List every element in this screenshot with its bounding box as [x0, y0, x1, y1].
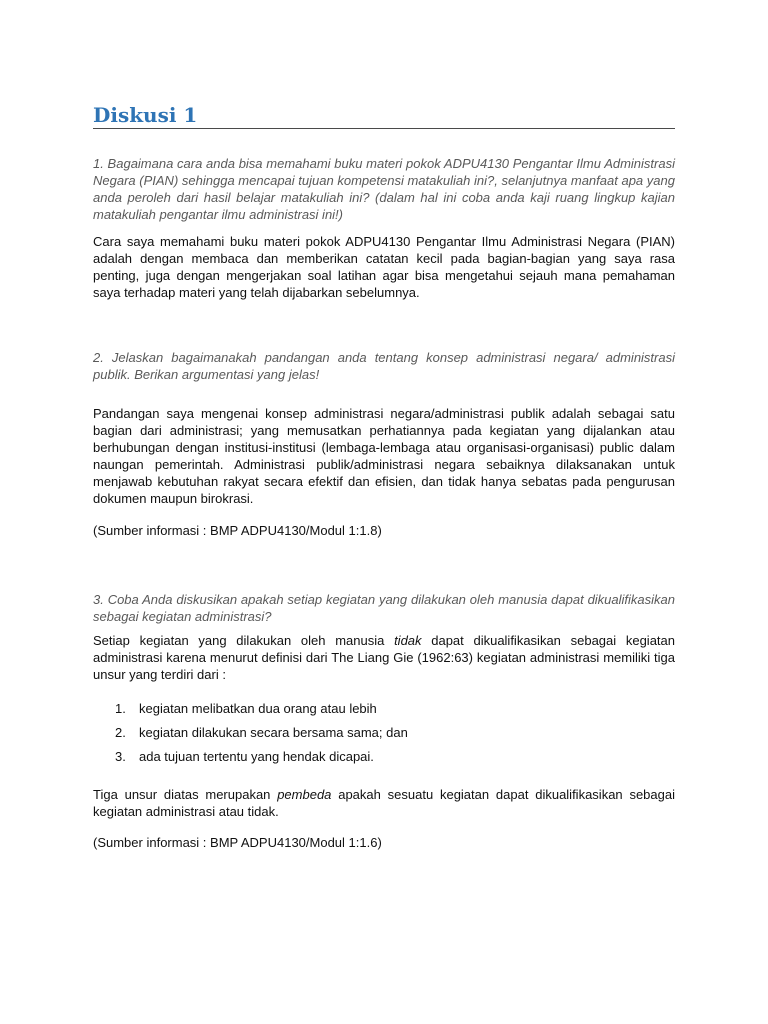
document-title: Diskusi 1 — [93, 103, 198, 127]
answer-3-conclusion — [93, 786, 675, 820]
list-item-number: 2. — [115, 725, 126, 740]
conclusion-text-part2: apakah sesuatu kegiatan dapat dikualifikasikan sebagai kegiatan administrasi atau tidak. — [93, 787, 675, 819]
list-item-number: 1. — [115, 701, 126, 716]
source-note-3: (Sumber informasi : BMP ADPU4130/Modul 1:1.6) — [93, 835, 382, 850]
question-1: 1. Bagaimana cara anda bisa memahami buku materi pokok ADPU4130 Pengantar Ilmu Administrasi Negara (PIAN) sehingga mencapai tujuan kompetensi matakuliah ini?, selanjutnya manfaat apa yang anda peroleh dari hasil belajar matakuliah ini? (dalam hal ini coba anda kaji ruang lingkup kajian matakuliah pengantar ilmu administrasi ini!) — [93, 156, 675, 222]
answer-3-text-part1: Setiap kegiatan yang dilakukan oleh manusia — [93, 633, 395, 648]
list-item — [93, 721, 675, 745]
answer-3-text-part2: dapat dikualifikasikan sebagai kegiatan administrasi karena menurut definisi dari The Liang Gie (1962:63) kegiatan administrasi memiliki tiga unsur yang terdiri dari : — [93, 633, 675, 682]
source-note-2: (Sumber informasi : BMP ADPU4130/Modul 1:1.8) — [93, 523, 382, 538]
question-3: 3. Coba Anda diskusikan apakah setiap kegiatan yang dilakukan oleh manusia dapat dikualifikasikan sebagai kegiatan administrasi? — [93, 592, 675, 624]
answer-3-emphasis: tidak — [394, 633, 422, 648]
answer-3-intro — [93, 632, 675, 683]
list-item — [93, 745, 675, 769]
list-item-number: 3. — [115, 749, 126, 764]
answer-2: Pandangan saya mengenai konsep administrasi negara/administrasi publik adalah sebagai satu bagian dari administrasi; yang memusatkan perhatiannya pada kegiatan yang dijalankan atau berhubungan dengan institusi-institusi (lembaga-lembaga atau organisasi-organisasi) public dalam naungan pemerintah. Administrasi publik/administrasi negara sebaiknya dilaksanakan untuk menjawab kebutuhan rakyat secara efektif dan efisien, dan tidak hanya sebatas pada pengurusan dokumen maupun birokrasi. — [93, 406, 675, 506]
conclusion-text-part1: Tiga unsur diatas merupakan — [93, 787, 278, 802]
list-item-text: ada tujuan tertentu yang hendak dicapai. — [139, 749, 374, 764]
list-item-text: kegiatan dilakukan secara bersama sama; dan — [139, 725, 408, 740]
criteria-list — [93, 697, 675, 769]
list-item — [93, 697, 675, 721]
question-2: 2. Jelaskan bagaimanakah pandangan anda tentang konsep administrasi negara/ administrasi publik. Berikan argumentasi yang jelas! — [93, 350, 675, 382]
list-item-text: kegiatan melibatkan dua orang atau lebih — [139, 701, 377, 716]
conclusion-emphasis: pembeda — [277, 787, 332, 802]
title-underline-rule — [93, 128, 675, 129]
answer-1: Cara saya memahami buku materi pokok ADPU4130 Pengantar Ilmu Administrasi Negara (PIAN) adalah dengan membaca dan memberikan catatan kecil pada bagian-bagian yang saya rasa penting, juga dengan mengerjakan soal latihan agar bisa mengetahui sejauh mana pemahaman saya terhadap materi yang telah dijabarkan sebelumnya. — [93, 234, 675, 300]
